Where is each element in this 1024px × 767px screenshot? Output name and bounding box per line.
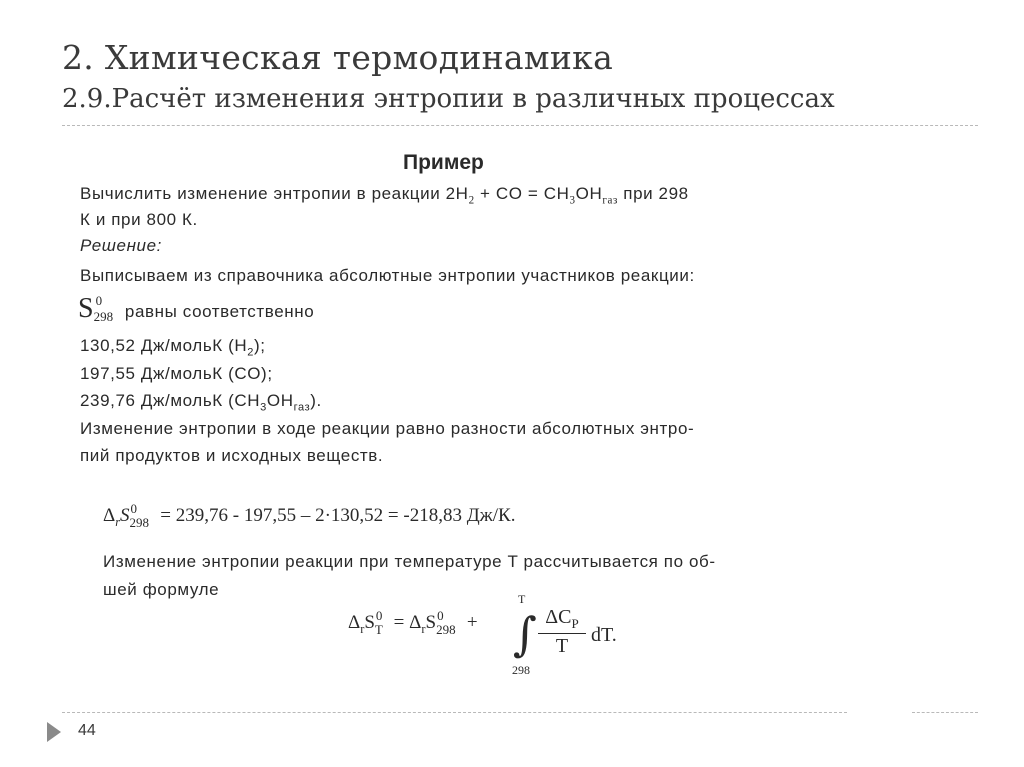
bottom-divider-right: [912, 712, 978, 713]
solution-label: Решение:: [80, 236, 162, 255]
general-line-1: Изменение энтропии реакции при температуре T рассчитывается по об-: [103, 552, 716, 571]
slide-subtitle: 2.9.Расчёт изменения энтропии в различных процессах: [62, 84, 835, 114]
heat-capacity-fraction: $\Delta C_P$ T: [538, 606, 586, 658]
integral-upper-limit: T: [518, 592, 526, 606]
play-arrow-icon[interactable]: [47, 722, 61, 742]
general-line-2: шей формуле: [103, 580, 220, 599]
task-line-2: К и при 800 К.: [80, 210, 198, 229]
change-line-2: пий продуктов и исходных веществ.: [80, 446, 384, 465]
task-line-1: Вычислить изменение энтропии в реакции $2H_2$ + CO = $CH_3OH_{газ}$ при 298: [80, 184, 689, 207]
page-number: 44: [78, 722, 96, 739]
integral-lower-limit: 298: [512, 663, 530, 677]
example-heading: Пример: [403, 151, 484, 174]
value-h2: 130,52 Дж/мольК $(H_2)$;: [80, 336, 266, 359]
bottom-divider: [62, 712, 847, 713]
change-line-1: Изменение энтропии в ходе реакции равно разности абсолютных энтро-: [80, 419, 695, 438]
reference-line: Выписываем из справочника абсолютные энтропии участников реакции:: [80, 266, 695, 285]
integral-sign: ∫: [513, 607, 537, 661]
entropy-change-formula: $\Delta_rS$ 0 298 = 239,76 - 197,55 – 2·130,52 = -218,83 Дж/К.: [103, 501, 516, 530]
slide-title: 2. Химическая термодинамика: [62, 38, 614, 77]
entropy-symbol-line: S 0 298 равны соответственно: [78, 293, 315, 324]
value-co: 197,55 Дж/мольК (CO);: [80, 364, 273, 383]
value-ch3oh: 239,76 Дж/мольК $(CH_3OH_{газ})$.: [80, 391, 322, 414]
dt-term: dT.: [591, 624, 617, 646]
general-formula-left: $\Delta_rS$ 0 T = $\Delta_rS$ 0 298 +: [348, 608, 478, 637]
top-divider: [62, 125, 978, 126]
